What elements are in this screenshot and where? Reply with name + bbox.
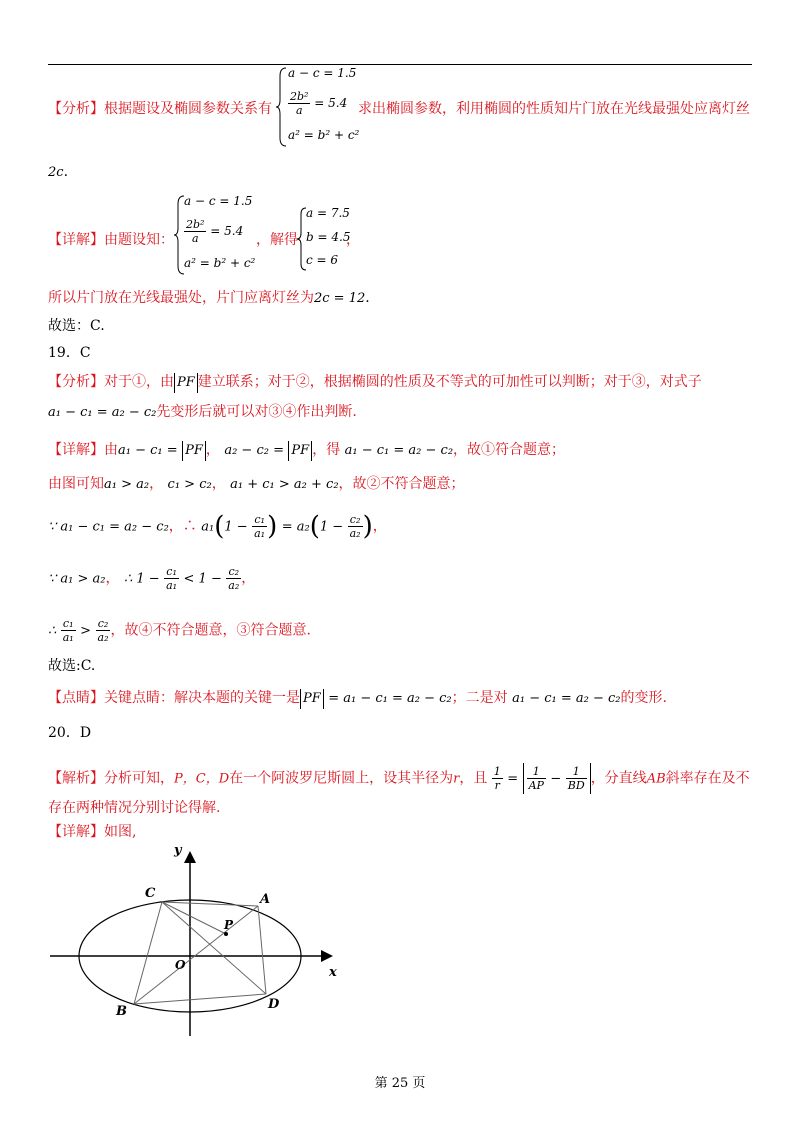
point-p-dot [224, 932, 228, 936]
q19-number: 19．C [48, 345, 91, 361]
q19-detail-line4: ∵ a₁ > a₂， ∴ 1 − $\frac{\text{c₁}}{\text{a₁}}$ < 1 − $\frac{\text{c₂}}{\text{a₂}}$ ， [48, 565, 256, 592]
q19-tip: 【点睛】关键点睛：解决本题的关键一是 PF = a₁ − c₁ = a₂ − c₂；二是对 a₁ − c₁ = a₂ − c₂的变形. [48, 688, 667, 709]
label-y: y [174, 843, 182, 858]
page-number: 第 25 页 [374, 1076, 426, 1091]
q18-analysis-line [48, 99, 272, 119]
label-p: P [224, 918, 234, 932]
analysis-tag: 【分析】 [48, 101, 104, 117]
label-o: O [175, 958, 186, 972]
sol-comma: ， [346, 232, 360, 248]
q20-analysis-line1: 【解析】分析可知，P，C，D在一个阿波罗尼斯圆上，设其半径为r，且 $\frac{1}{r}$ = $\frac{1}{AP}$ − $\frac{1}{BD}$ ，分直线AB斜率存在及不 [48, 765, 750, 792]
header-rule [48, 64, 752, 65]
q19-detail-line5: ∴ $\frac{\text{c₁}}{\text{a₁}}$ > $\frac{\text{c₂}}{\text{a₂}}$ ，故④不符合题意，③符合题意. [48, 617, 311, 644]
detail-solve-text: ，解得 [256, 232, 298, 248]
q18-detail-line: 【详解】由题设知： [48, 232, 174, 248]
q19-detail-line1: 【详解】由a₁ − c₁ = PF ， a₂ − c₂ = PF ，得 a₁ − c₁ = a₂ − c₂，故①符合题意； [48, 440, 565, 461]
q18-analysis-end: 2c. [48, 164, 69, 180]
ellipse-figure [40, 840, 360, 1040]
sys-eq-1: a − c = 1.5 [288, 66, 357, 80]
q19-analysis-line1: 【分析】对于①，由 PF 建立联系；对于②，根据椭圆的性质及不等式的可加性可以判断；对于③，对式子 [48, 372, 702, 393]
q18-answer: 故选：C. [48, 318, 105, 334]
sol-b: b = 4.5 [306, 230, 351, 244]
q20-detail: 【详解】如图, [48, 824, 137, 840]
label-b: B [116, 1004, 127, 1019]
label-d: D [268, 997, 280, 1012]
brace-18a [276, 66, 288, 148]
q20-number: 20．D [48, 725, 92, 741]
q19-detail-line2: 由图可知a₁ > a₂， c₁ > c₂， a₁ + c₁ > a₂ + c₂，故②不符合题意； [48, 476, 465, 492]
sol-c: c = 6 [306, 253, 339, 267]
q19-analysis-line2: a₁ − c₁ = a₂ − c₂先变形后就可以对③④作出判断. [48, 404, 357, 420]
label-c: C [145, 886, 156, 901]
detail-sys-1: a − c = 1.5 [184, 194, 253, 208]
detail-sys-3: a² = b² + c² [184, 256, 256, 270]
sys-eq-3: a² = b² + c² [288, 128, 360, 142]
label-a: A [260, 892, 271, 907]
q18-conclusion: 所以片门放在光线最强处，片门应离灯丝为2c = 12. [48, 290, 370, 306]
q18-analysis-cont: 求出椭圆参数，利用椭圆的性质知片门放在光线最强处应离灯丝 [358, 101, 750, 117]
sol-a: a = 7.5 [306, 206, 350, 220]
sys-eq-2: $\frac{\text{2b²}}{a}$ = 5.4 [290, 90, 348, 117]
q19-answer: 故选:C. [48, 658, 96, 674]
q20-analysis-line2: 存在两种情况分别讨论得解. [48, 800, 221, 816]
detail-sys-2: $\frac{\text{2b²}}{a}$ = 5.4 [186, 218, 244, 245]
quadrilateral [134, 902, 266, 1004]
label-x: x [329, 965, 337, 980]
q19-detail-line3: ∵ a₁ − c₁ = a₂ − c₂，∴ a₁(1 − $\frac{\text{c₁}}{\text{a₁}}$ ) = a₂(1 − $\frac{\text{c₂}}{\text{a₂}}$ )， [48, 511, 387, 542]
analysis-text: 根据题设及椭圆参数关系有 [104, 101, 272, 117]
detail-tag: 【详解】 [48, 232, 104, 248]
